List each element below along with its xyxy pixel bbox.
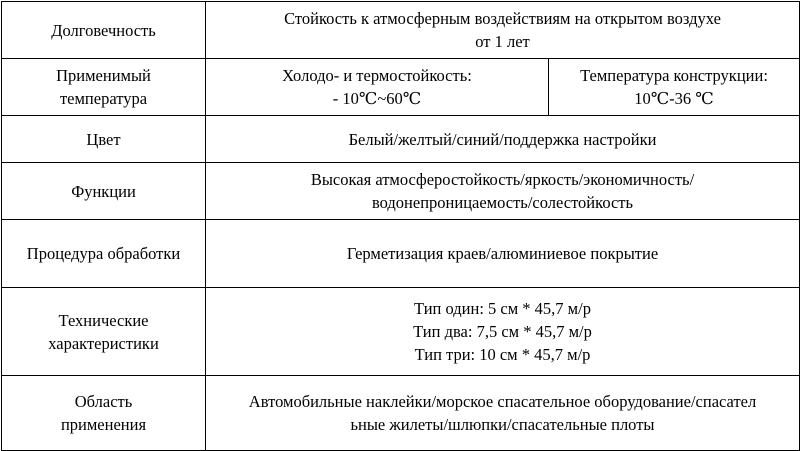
table-row-durability <box>2 2 800 59</box>
label-durability <box>2 2 206 59</box>
table-row-processing <box>2 220 800 288</box>
application-line2: ьные жилеты/шлюпки/спасательные плоты <box>350 415 655 434</box>
value-cold-heat-resistance <box>206 59 549 116</box>
value-color <box>206 116 800 163</box>
application-label-line1: Область <box>74 392 133 411</box>
specs-type3: Тип три: 10 см * 45,7 м/р <box>414 345 591 364</box>
durability-line1: Стойкость к атмосферным воздействиям на открытом воздухе <box>284 9 721 28</box>
cold-heat-line1: Холодо- и термостойкость: <box>282 66 472 85</box>
specs-type2: Тип два: 7,5 см * 45,7 м/р <box>413 322 592 341</box>
specs-label-line2: характеристики <box>48 333 159 353</box>
functions-line2: водонепроницаемость/солестойкость <box>371 193 634 212</box>
specs-label-line1: Технические <box>58 310 149 330</box>
value-construction-temperature <box>549 59 800 116</box>
temperature-label-line1: Применимый <box>56 66 151 85</box>
table-row-specs <box>2 288 800 376</box>
value-specs <box>206 288 800 376</box>
label-functions <box>2 163 206 220</box>
spec-table <box>1 1 800 451</box>
table-row-functions <box>2 163 800 220</box>
label-processing-text: Процедура обработки <box>26 244 181 263</box>
label-specs <box>2 288 206 376</box>
table-row-color <box>2 116 800 163</box>
construction-line1: Температура конструкции: <box>580 66 768 85</box>
application-label-line2: применения <box>60 415 147 434</box>
functions-line1: Высокая атмосферостойкость/яркость/экономичность/ <box>310 170 695 189</box>
label-durability-text: Долговечность <box>51 20 156 40</box>
label-processing <box>2 220 206 288</box>
construction-line2: 10℃-36 ℃ <box>634 89 714 108</box>
application-line1: Автомобильные наклейки/морское спасательное оборудование/спасател <box>248 392 757 411</box>
temperature-label-line2: температура <box>59 89 148 108</box>
label-application <box>2 376 206 451</box>
label-temperature <box>2 59 206 116</box>
label-functions-text: Функции <box>71 181 136 201</box>
table-row-temperature <box>2 59 800 116</box>
label-color-text: Цвет <box>86 129 121 149</box>
value-application <box>206 376 800 451</box>
durability-line2: от 1 лет <box>475 32 530 51</box>
color-value-text: Белый/желтый/синий/поддержка настройки <box>348 129 657 149</box>
value-processing <box>206 220 800 288</box>
processing-value-text: Герметизация краев/алюминиевое покрытие <box>346 244 659 263</box>
value-functions <box>206 163 800 220</box>
cold-heat-line2: - 10℃~60℃ <box>332 89 422 108</box>
specs-type1: Тип один: 5 см * 45,7 м/р <box>414 299 591 318</box>
value-durability <box>206 2 800 59</box>
label-color <box>2 116 206 163</box>
table-row-application <box>2 376 800 451</box>
